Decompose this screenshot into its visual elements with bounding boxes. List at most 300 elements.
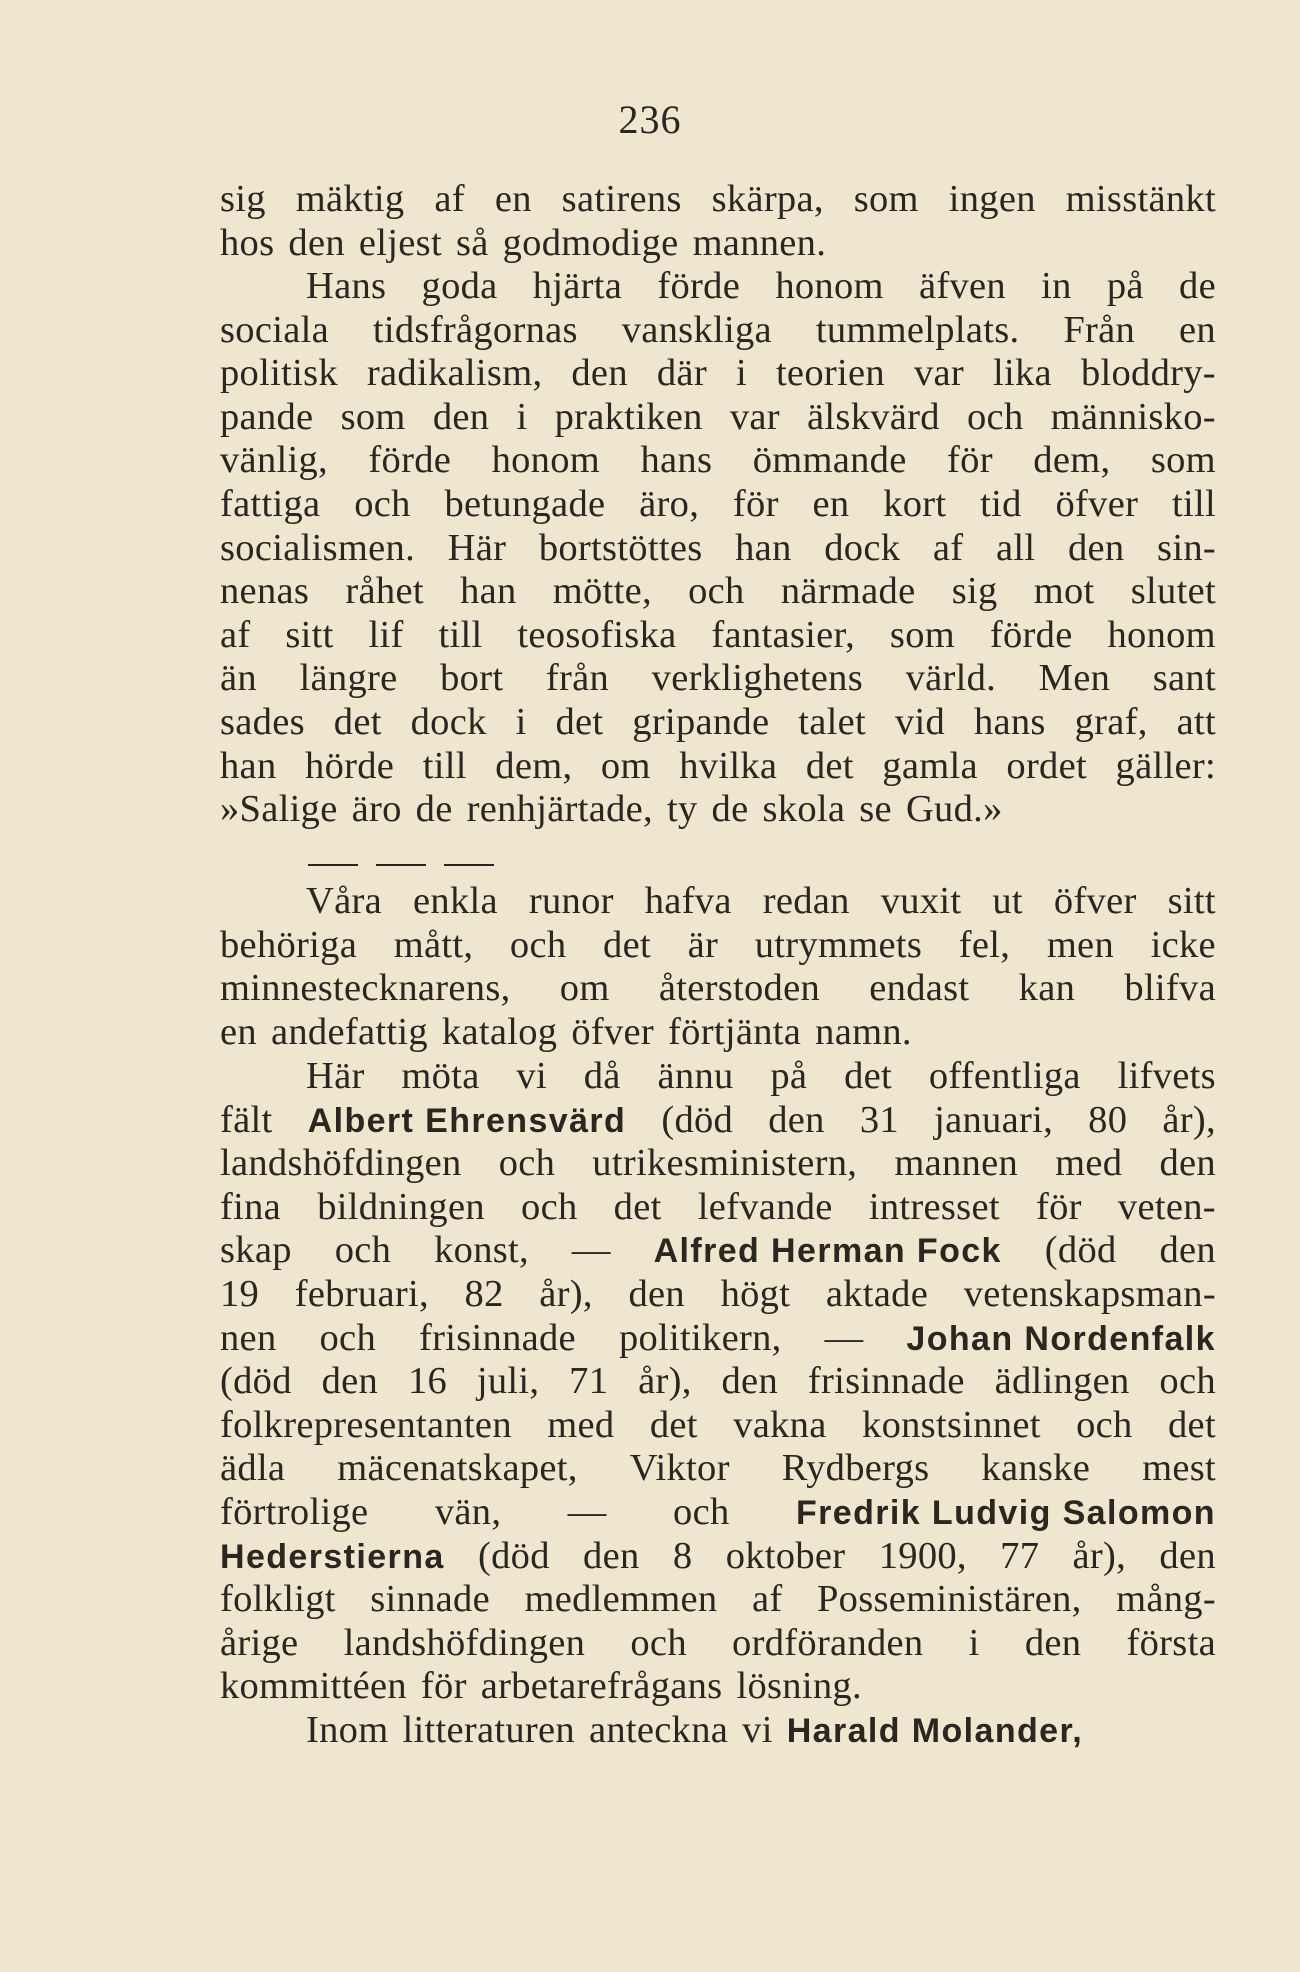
word: med xyxy=(547,1403,615,1446)
person-name-bold: Albert Ehrensvärd xyxy=(307,1101,627,1140)
word: ömmande xyxy=(752,439,907,482)
word: radikalism, xyxy=(366,352,543,395)
word: men xyxy=(1046,923,1114,966)
word: ordföranden xyxy=(732,1621,924,1664)
word: öfver xyxy=(1053,880,1137,922)
word: graf, xyxy=(1074,700,1148,743)
word: och xyxy=(1076,1403,1133,1446)
text-line xyxy=(220,1186,1216,1230)
word: vi xyxy=(742,1709,773,1751)
word: icke xyxy=(1150,923,1216,966)
word: sant xyxy=(1152,657,1216,700)
word: mång- xyxy=(1116,1578,1216,1621)
text-line xyxy=(220,701,1216,745)
word: den xyxy=(571,352,628,395)
word: hans xyxy=(973,700,1046,743)
word: så xyxy=(455,221,489,264)
word: 31 xyxy=(859,1098,899,1141)
word: Viktor xyxy=(629,1447,730,1490)
word: förtjänta xyxy=(668,1010,802,1053)
word: de xyxy=(1179,265,1216,307)
person-name xyxy=(796,1491,1216,1536)
word: om xyxy=(600,744,651,787)
word: anteckna xyxy=(588,1709,729,1751)
word: en xyxy=(812,482,850,525)
word: Rydbergs xyxy=(781,1447,930,1490)
word: hafva xyxy=(644,880,732,922)
text-line xyxy=(220,352,1216,396)
word: mannen xyxy=(894,1142,1019,1185)
word: konst, xyxy=(434,1229,529,1272)
word: litteraturen xyxy=(402,1709,575,1751)
word: i xyxy=(735,352,747,395)
word: för xyxy=(1035,1185,1082,1228)
section-separator xyxy=(308,864,494,866)
word: älskvärd xyxy=(807,395,940,438)
word: till xyxy=(422,744,467,787)
separator-dash xyxy=(444,864,494,866)
text-line xyxy=(220,1317,1216,1361)
word: förde xyxy=(989,613,1073,656)
word: dock xyxy=(824,526,901,569)
word: runor xyxy=(528,880,614,922)
word: förtrolige xyxy=(220,1490,369,1533)
word: konstsinnet xyxy=(862,1403,1041,1446)
word: vanskliga xyxy=(621,308,772,351)
word: som xyxy=(1150,439,1216,482)
word: ädla xyxy=(220,1447,286,1490)
word: Posseministären, xyxy=(816,1578,1082,1621)
word: kommittéen xyxy=(220,1665,407,1708)
word: sades xyxy=(220,700,305,743)
word: 80 xyxy=(1088,1098,1128,1141)
word: mötte, xyxy=(552,570,652,613)
text-line xyxy=(220,745,1216,789)
word: som xyxy=(889,613,955,656)
word: aktade xyxy=(825,1272,929,1315)
word: i xyxy=(968,1621,980,1664)
word: dem, xyxy=(495,744,573,787)
word: lefvande xyxy=(697,1185,833,1228)
word: tidsfrågornas xyxy=(372,308,578,351)
word: mäcenatskapet, xyxy=(337,1447,578,1490)
paragraph-2 xyxy=(220,265,1216,832)
word: oktober xyxy=(725,1534,846,1577)
word: landshöfdingen xyxy=(220,1142,462,1185)
word: skola xyxy=(762,788,846,831)
word: den xyxy=(1024,1621,1082,1664)
word: folkrepresentanten xyxy=(220,1403,512,1446)
word: som xyxy=(853,178,919,220)
word: satirens xyxy=(561,178,682,220)
paragraph-3 xyxy=(220,880,1216,1054)
word: år), xyxy=(539,1272,593,1315)
word: skärpa, xyxy=(711,178,824,220)
word: all xyxy=(995,526,1036,569)
word: då xyxy=(583,1055,621,1097)
word: och xyxy=(1159,1360,1216,1403)
word: »Salige xyxy=(220,788,338,831)
word: det xyxy=(555,700,604,743)
word: äfven xyxy=(918,265,1006,307)
word: en xyxy=(494,178,532,220)
text-line xyxy=(220,1535,1216,1579)
word: teorien xyxy=(775,352,885,395)
word: af xyxy=(932,526,964,569)
word: Våra xyxy=(306,880,383,922)
word: högt xyxy=(720,1272,791,1315)
word: (död xyxy=(220,1360,292,1403)
text-line xyxy=(220,265,1216,309)
word: på xyxy=(1106,265,1144,307)
word: den xyxy=(321,1360,379,1403)
word: det xyxy=(613,1185,662,1228)
word: gripande xyxy=(632,700,770,743)
word: af xyxy=(220,613,251,656)
word: den xyxy=(1159,1534,1216,1577)
text-line xyxy=(220,1404,1216,1448)
word: sitt xyxy=(1167,880,1216,922)
word: 1900, xyxy=(878,1534,967,1577)
word: vänlig, xyxy=(220,439,328,482)
word: (död xyxy=(477,1534,550,1577)
text-line xyxy=(220,924,1216,968)
word: och xyxy=(673,1490,730,1533)
word: slutet xyxy=(1130,570,1216,613)
text-line xyxy=(220,1665,1216,1709)
word: och xyxy=(630,1621,687,1664)
word: mäktig xyxy=(295,178,405,220)
text-line xyxy=(220,614,1216,658)
word: skap xyxy=(220,1229,292,1272)
word: är xyxy=(687,923,719,966)
word: värld. xyxy=(905,657,997,700)
word: kanske xyxy=(981,1447,1091,1490)
word: fel, xyxy=(958,923,1011,966)
word: om xyxy=(559,967,610,1010)
word: andefattig xyxy=(270,1010,428,1053)
text-line xyxy=(220,1229,1216,1273)
word: för xyxy=(947,439,993,482)
word: — xyxy=(824,1316,864,1359)
person-name-bold: Johan Nordenfalk xyxy=(906,1319,1216,1358)
word: och xyxy=(319,1316,376,1359)
person-name-bold: Hederstierna xyxy=(220,1537,445,1576)
word: hörde xyxy=(305,744,395,787)
word: betungade xyxy=(444,482,606,525)
text-line xyxy=(220,439,1216,483)
text-line xyxy=(220,1273,1216,1317)
word: misstänkt xyxy=(1065,178,1216,220)
paragraph-1 xyxy=(220,178,1216,265)
word: socialismen. xyxy=(220,526,415,569)
word: var xyxy=(729,395,780,438)
word: Här xyxy=(447,526,507,569)
word: in xyxy=(1041,265,1072,307)
word: sitt xyxy=(285,613,334,656)
text-line xyxy=(220,222,1216,266)
text-line xyxy=(220,483,1216,527)
word: till xyxy=(438,613,483,656)
word: Hans xyxy=(306,265,387,307)
word: kan xyxy=(1018,967,1076,1010)
word: vakna xyxy=(733,1403,827,1446)
word: vi xyxy=(516,1055,547,1097)
person-name-bold: Fredrik Ludvig Salomon xyxy=(796,1493,1216,1532)
word: 82 xyxy=(464,1272,504,1315)
word: (död xyxy=(661,1098,734,1141)
word: årige xyxy=(220,1621,299,1664)
word: behöriga xyxy=(220,923,358,966)
word: juli, xyxy=(476,1360,540,1403)
word: det xyxy=(603,923,651,966)
word: de xyxy=(415,788,453,831)
word: veten- xyxy=(1117,1185,1216,1228)
word: vetenskapsman- xyxy=(963,1272,1216,1315)
paragraph-4 xyxy=(220,1055,1216,1709)
word: Men xyxy=(1038,657,1111,700)
word: han xyxy=(735,526,792,569)
text-line xyxy=(220,309,1216,353)
word: för xyxy=(420,1665,467,1708)
word: mått, xyxy=(393,923,474,966)
word: möta xyxy=(401,1055,480,1097)
word: människo- xyxy=(1050,395,1216,438)
word: första xyxy=(1126,1621,1216,1664)
word: Gud.» xyxy=(905,788,1003,831)
word: bortstöttes xyxy=(538,526,703,569)
word: på xyxy=(770,1055,808,1097)
word: äro, xyxy=(639,482,700,525)
word: lösning. xyxy=(736,1665,862,1708)
text-line xyxy=(220,396,1216,440)
word: närmade xyxy=(780,570,916,613)
word: endast xyxy=(869,967,970,1010)
word: sig xyxy=(951,570,998,613)
word: där xyxy=(656,352,707,395)
word: fina xyxy=(220,1185,282,1228)
word: för xyxy=(732,482,779,525)
person-name-bold: Harald Molander, xyxy=(786,1712,1084,1750)
word: den xyxy=(1159,1229,1216,1272)
word: gäller: xyxy=(1115,744,1216,787)
text-line xyxy=(220,570,1216,614)
text-line xyxy=(220,967,1216,1011)
word: tummelplats. xyxy=(815,308,1020,351)
word: kort xyxy=(883,482,947,525)
text-line xyxy=(220,1360,1216,1404)
word: praktiken xyxy=(554,395,703,438)
word: pande xyxy=(220,395,314,438)
word: bildningen xyxy=(317,1185,485,1228)
separator-dash xyxy=(308,864,358,866)
word: det xyxy=(844,1055,893,1097)
text-line xyxy=(220,1055,1216,1099)
word: sin- xyxy=(1157,526,1216,569)
word: och xyxy=(509,923,567,966)
word: nenas xyxy=(220,570,310,613)
word: enkla xyxy=(413,880,498,922)
word: från xyxy=(545,657,610,700)
word: och xyxy=(334,1229,392,1272)
word: det xyxy=(1168,1403,1216,1446)
word: honom xyxy=(775,265,884,307)
word: politisk xyxy=(220,352,338,395)
word: vän, xyxy=(434,1490,502,1533)
word: fattiga xyxy=(220,482,321,525)
text-line xyxy=(220,1578,1216,1622)
word: vid xyxy=(894,700,946,743)
word: sig xyxy=(220,178,266,220)
word: de xyxy=(711,788,749,831)
word: än xyxy=(220,657,257,700)
word: offentliga xyxy=(928,1055,1081,1097)
word: den xyxy=(1159,1142,1216,1185)
word: mot xyxy=(1033,570,1095,613)
word: medlemmen xyxy=(524,1578,718,1621)
word: en xyxy=(220,1010,257,1053)
word: den xyxy=(583,1534,640,1577)
word: var xyxy=(913,352,964,395)
word: i xyxy=(516,395,528,438)
word: mannen. xyxy=(692,221,827,264)
word: 16 xyxy=(407,1360,448,1403)
text-line xyxy=(220,1142,1216,1186)
word: af xyxy=(434,178,465,220)
word: år), xyxy=(1162,1098,1216,1141)
word: nen xyxy=(220,1316,277,1359)
word: fält xyxy=(220,1098,273,1141)
word: år), xyxy=(1072,1534,1127,1577)
word: 19 xyxy=(220,1272,260,1315)
word: öfver xyxy=(571,1010,655,1053)
word: renhjärtade, xyxy=(466,788,653,831)
word: Inom xyxy=(306,1709,389,1751)
word: godmodige xyxy=(502,221,679,264)
word: ännu xyxy=(657,1055,734,1097)
word: namn. xyxy=(815,1010,912,1053)
word: den xyxy=(768,1098,825,1141)
word: redan xyxy=(762,880,850,922)
word: öfver xyxy=(1055,482,1139,525)
word: folkligt xyxy=(220,1578,336,1621)
word: sinnade xyxy=(370,1578,490,1621)
word: 77 xyxy=(1000,1534,1040,1577)
text-line xyxy=(220,527,1216,571)
word: den xyxy=(288,221,345,264)
word: landshöfdingen xyxy=(343,1621,586,1664)
word: och xyxy=(498,1142,556,1185)
word: arbetarefrågans xyxy=(480,1665,723,1708)
word: se xyxy=(859,788,892,831)
word: och xyxy=(967,395,1024,438)
word: ut xyxy=(992,880,1023,922)
word: gamla xyxy=(882,744,978,787)
word: bort xyxy=(440,657,504,700)
separator-dash xyxy=(376,864,426,866)
word: teosofiska xyxy=(517,613,677,656)
text-line xyxy=(220,1709,1216,1753)
word: politikern, xyxy=(618,1316,782,1359)
word: (död xyxy=(1044,1229,1117,1272)
person-name xyxy=(308,1099,627,1144)
text-line xyxy=(220,1447,1216,1491)
word: hans xyxy=(640,439,713,482)
person-name xyxy=(906,1317,1216,1362)
word: den xyxy=(721,1360,778,1403)
word: det xyxy=(333,700,382,743)
word: längre xyxy=(299,657,398,700)
word: eljest xyxy=(358,221,442,264)
text-line xyxy=(220,788,1216,832)
person-name xyxy=(654,1229,1002,1274)
word: och xyxy=(354,482,411,525)
word: i xyxy=(515,700,527,743)
word: den xyxy=(432,395,490,438)
word: blifva xyxy=(1124,967,1216,1010)
word: år), xyxy=(638,1360,692,1403)
word: hvilka xyxy=(679,744,778,787)
word: utrikesministern, xyxy=(592,1142,858,1185)
word: han xyxy=(220,744,277,787)
word: dem, xyxy=(1033,439,1111,482)
word: hjärta xyxy=(532,265,623,307)
word: äro xyxy=(351,788,402,831)
word: ingen xyxy=(948,178,1036,220)
person-name xyxy=(220,1535,445,1580)
word: utrymmets xyxy=(754,923,923,966)
text-line xyxy=(220,880,1216,924)
word: mest xyxy=(1142,1447,1216,1490)
word: han xyxy=(460,570,517,613)
word: ordet xyxy=(1006,744,1087,787)
word: en xyxy=(1178,308,1216,351)
word: januari, xyxy=(934,1098,1054,1141)
word: goda xyxy=(421,265,498,307)
person-name xyxy=(787,1709,1083,1754)
word: det xyxy=(805,744,854,787)
word: förde xyxy=(657,265,741,307)
text-line xyxy=(220,1011,1216,1055)
word: återstoden xyxy=(658,967,821,1010)
person-name-bold: Alfred Herman Fock xyxy=(653,1232,1002,1271)
word: honom xyxy=(1107,613,1216,656)
word: minnestecknarens, xyxy=(220,967,511,1010)
word: hos xyxy=(220,221,275,264)
word: den xyxy=(628,1272,685,1315)
word: frisinnade xyxy=(419,1316,576,1359)
word: med xyxy=(1055,1142,1123,1185)
word: 8 xyxy=(672,1534,693,1577)
word: — xyxy=(567,1490,607,1533)
word: af xyxy=(751,1578,783,1621)
word: Från xyxy=(1063,308,1136,351)
word: att xyxy=(1176,700,1216,743)
text-line xyxy=(220,1099,1216,1143)
text-line xyxy=(220,1622,1216,1666)
word: det xyxy=(649,1403,698,1446)
word: intresset xyxy=(868,1185,1000,1228)
word: Här xyxy=(306,1055,365,1097)
word: till xyxy=(1171,482,1216,525)
word: dock xyxy=(410,700,487,743)
word: sociala xyxy=(220,308,329,351)
word: råhet xyxy=(345,570,424,613)
word: förde xyxy=(368,439,452,482)
text-line xyxy=(220,1491,1216,1535)
word: frisinnade xyxy=(807,1360,965,1403)
word: 71 xyxy=(569,1360,609,1403)
